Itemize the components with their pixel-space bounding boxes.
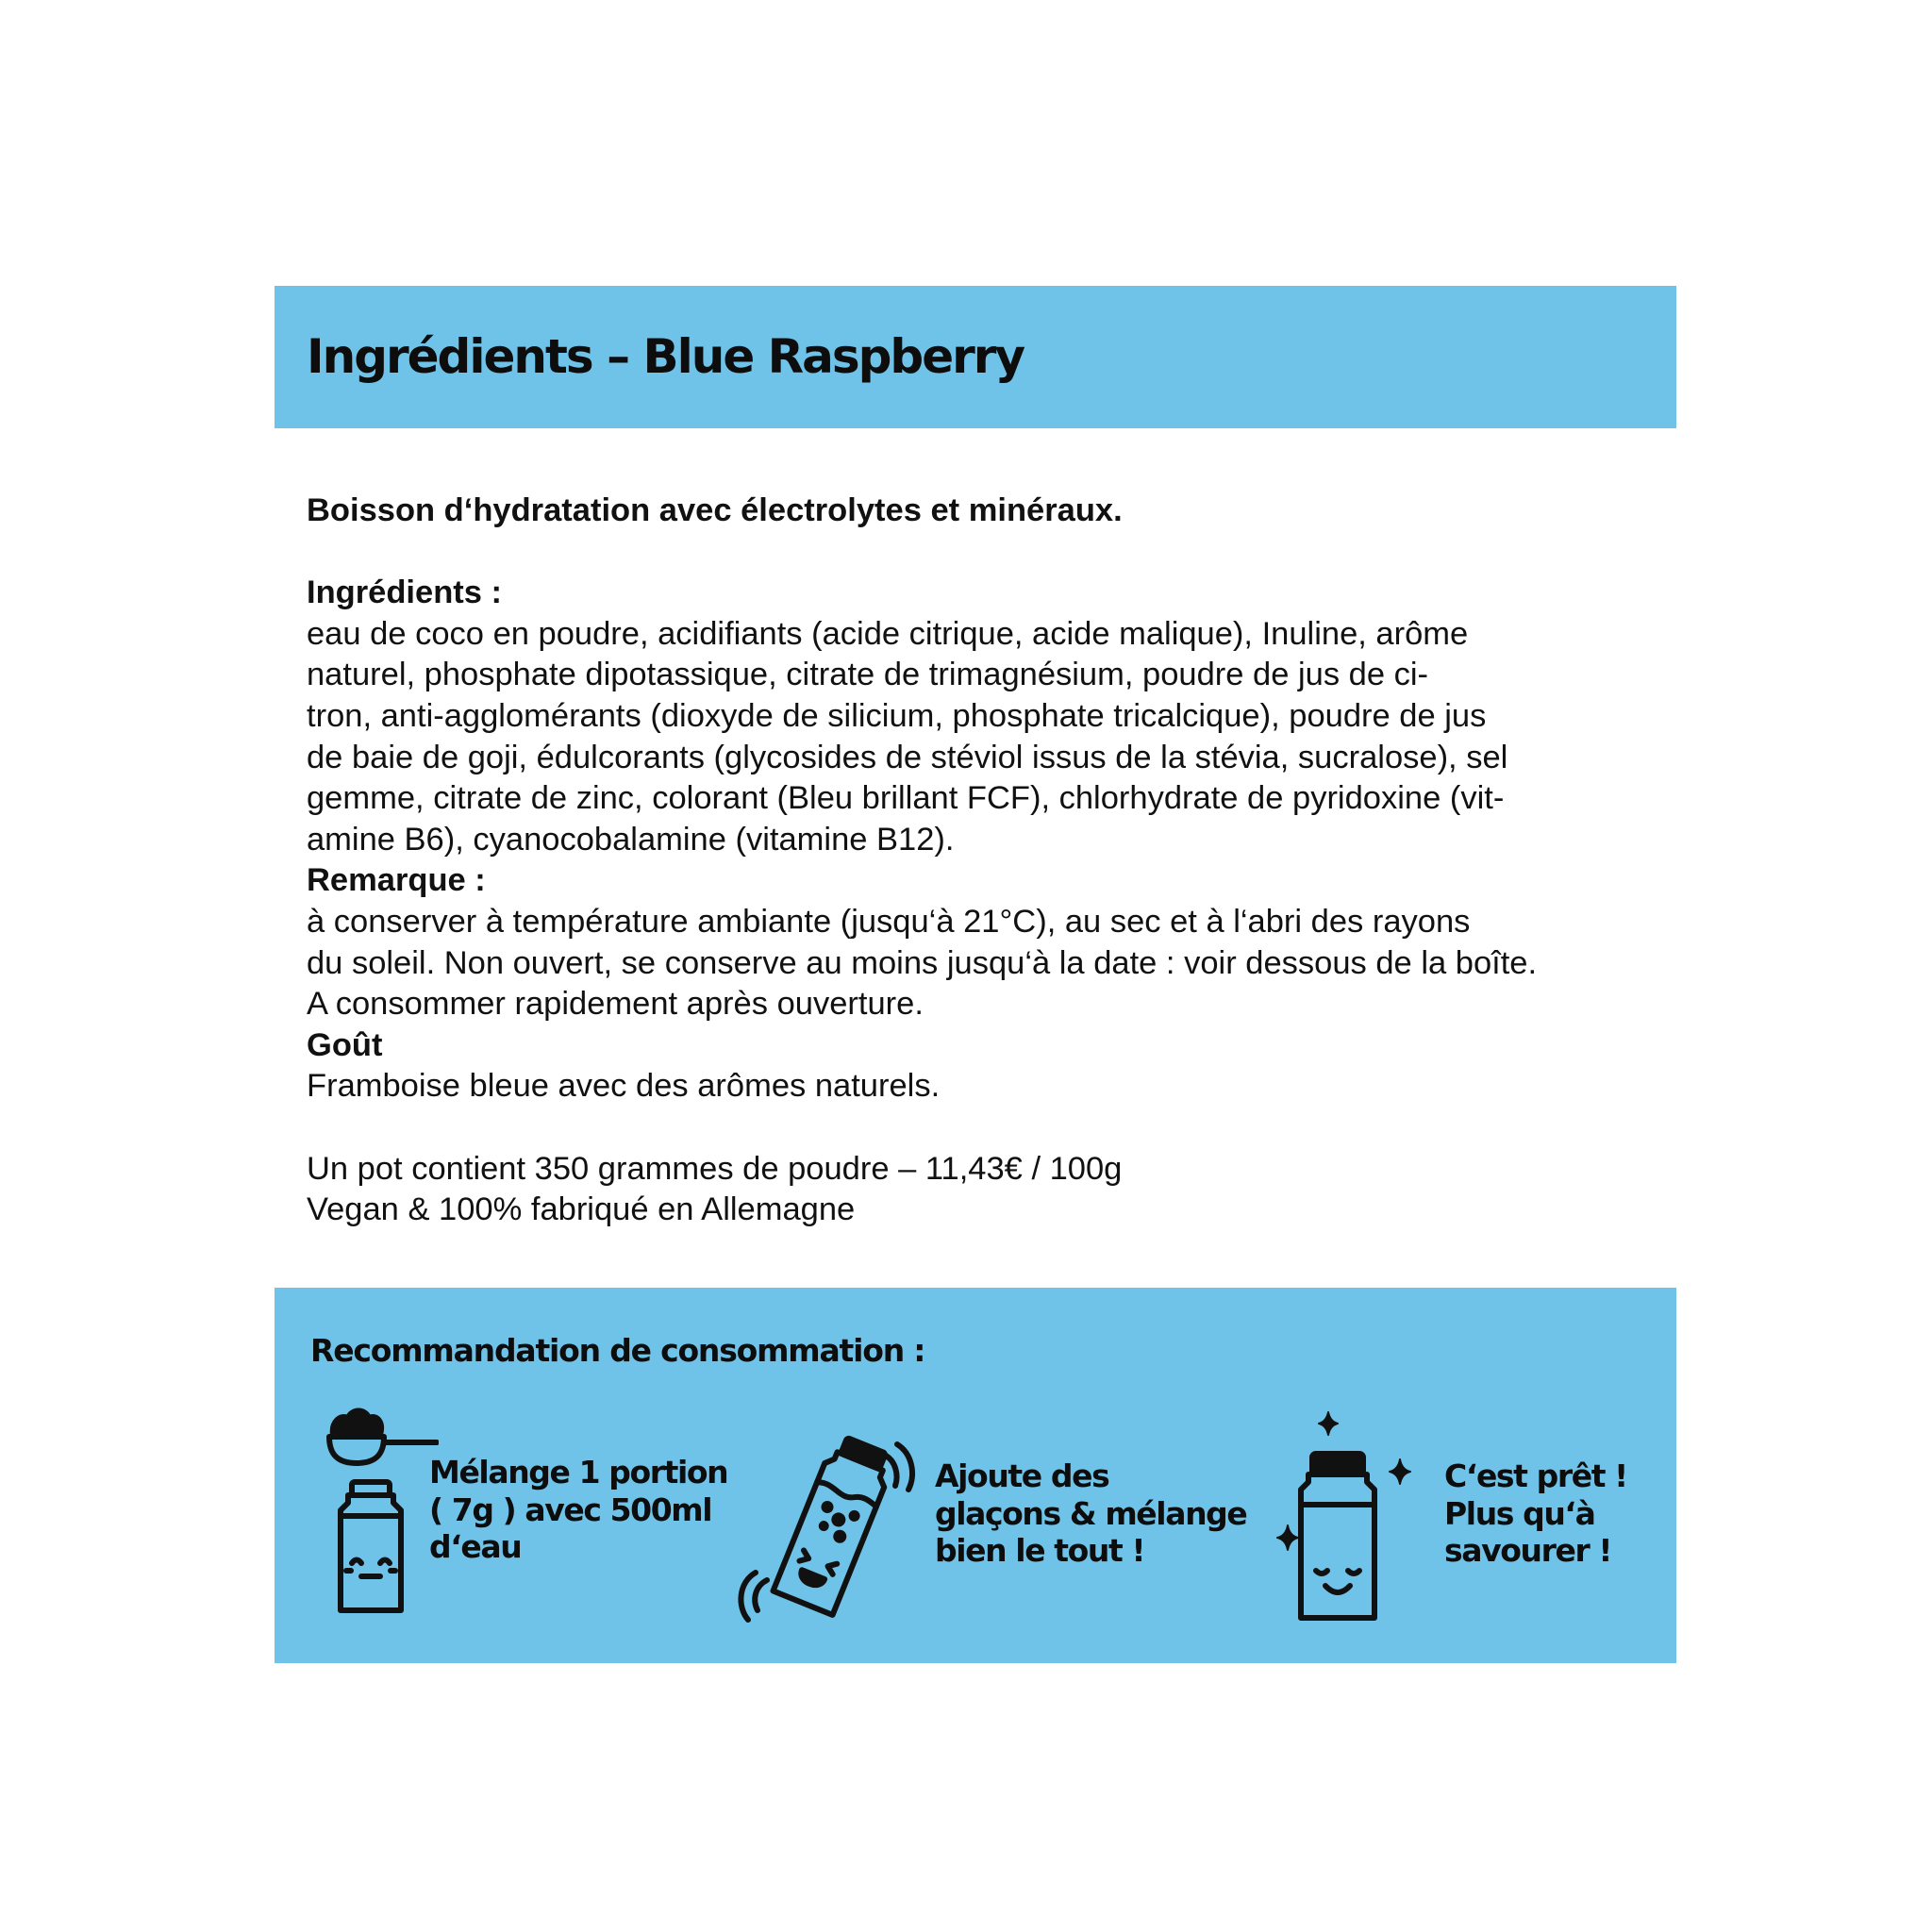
remark-line: à conserver à température ambiante (jusqu‘à 21°C), au sec et à l‘abri des rayons	[307, 903, 1471, 940]
spacer	[307, 1108, 1665, 1149]
ingredients-line: amine B6), cyanocobalamine (vitamine B12).	[307, 821, 955, 858]
step-text-line: savourer !	[1444, 1532, 1612, 1569]
shaking-bottle-icon	[727, 1429, 925, 1637]
ingredients-line: gemme, citrate de zinc, colorant (Bleu brillant FCF), chlorhydrate de pyridoxine (vit-	[307, 780, 1505, 817]
ingredients-line: naturel, phosphate dipotassique, citrate de trimagnésium, poudre de jus de ci-	[307, 657, 1429, 693]
product-intro: Boisson d‘hydratation avec électrolytes et minéraux.	[307, 492, 1123, 528]
step-2-text	[935, 1457, 1246, 1570]
step-text-line: d‘eau	[429, 1528, 522, 1565]
step-text-line: bien le tout !	[935, 1532, 1145, 1569]
bottle-with-scoop-icon	[316, 1401, 439, 1618]
taste-heading: Goût	[307, 1026, 383, 1063]
step-text-line: glaçons & mélange	[935, 1494, 1247, 1532]
remark-heading: Remarque :	[307, 862, 486, 899]
remark-line: du soleil. Non ouvert, se conserve au moins jusqu‘à la date : voir dessous de la boîte.	[307, 944, 1538, 981]
title-banner	[275, 286, 1676, 428]
step-text-line: Mélange 1 portion	[429, 1454, 728, 1491]
quantity-text: Un pot contient 350 grammes de poudre – 11,43€ / 100g	[307, 1150, 1123, 1187]
page-title: Ingrédients – Blue Raspberry	[307, 329, 1024, 384]
step-text-line: C‘est prêt !	[1444, 1457, 1627, 1494]
step-1-text	[429, 1454, 727, 1566]
ingredients-content	[307, 491, 1665, 1231]
recommendation-panel	[275, 1288, 1676, 1663]
recommendation-title: Recommandation de consommation :	[310, 1332, 925, 1369]
step-text-line: Ajoute des	[935, 1457, 1109, 1494]
step-text-line: Plus qu‘à	[1444, 1494, 1595, 1532]
taste-text: Framboise bleue avec des arômes naturels.	[307, 1068, 941, 1105]
step-text-line: ( 7g ) avec 500ml	[429, 1491, 712, 1528]
remark-line: A consommer rapidement après ouverture.	[307, 986, 924, 1023]
ingredients-line: de baie de goji, édulcorants (glycosides de stéviol issus de la stévia, sucralose), sel	[307, 739, 1508, 775]
spacer	[307, 532, 1665, 574]
sparkling-bottle-icon	[1274, 1410, 1416, 1623]
ingredients-line: eau de coco en poudre, acidifiants (acide citrique, acide malique), Inuline, arôme	[307, 615, 1469, 652]
origin-text: Vegan & 100% fabriqué en Allemagne	[307, 1191, 856, 1228]
ingredients-line: tron, anti-agglomérants (dioxyde de silicium, phosphate tricalcique), poudre de jus	[307, 697, 1487, 734]
step-3-text	[1444, 1457, 1627, 1570]
ingredients-heading: Ingrédients :	[307, 575, 503, 611]
